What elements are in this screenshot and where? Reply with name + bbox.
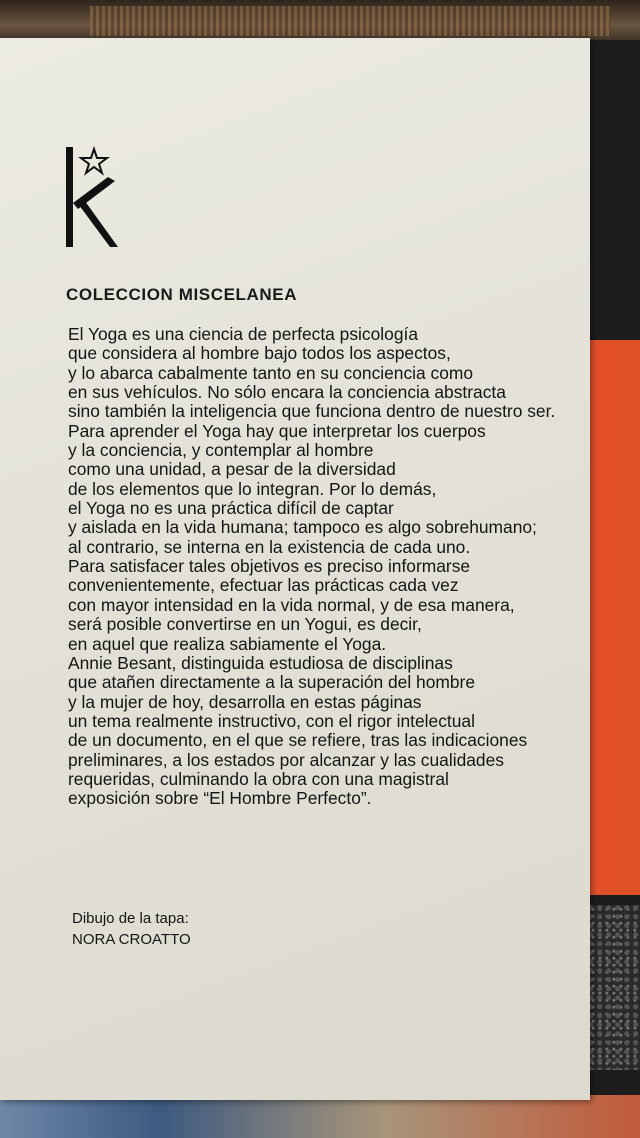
blurb-line: El Yoga es una ciencia de perfecta psicología bbox=[68, 324, 418, 344]
blurb-line: que considera al hombre bajo todos los aspectos, bbox=[68, 343, 451, 364]
blurb-line: un tema realmente instructivo, con el rigor intelectual bbox=[68, 710, 475, 731]
blurb-line: con mayor intensidad en la vida normal, y de esa manera, bbox=[68, 594, 515, 615]
blurb-line: como una unidad, a pesar de la diversidad bbox=[68, 459, 396, 480]
collection-heading: COLECCION MISCELANEA bbox=[66, 285, 298, 304]
speckled-surface bbox=[588, 905, 640, 1070]
blurb-text bbox=[68, 325, 628, 809]
blurb-line: y aislada en la vida humana; tampoco es algo sobrehumano; bbox=[68, 517, 537, 538]
blurb-line: y la mujer de hoy, desarrolla en estas páginas bbox=[68, 691, 422, 712]
blurb-line: de un documento, en el que se refiere, tras las indicaciones bbox=[68, 730, 528, 751]
blurb-line: preliminares, a los estados por alcanzar y las cualidades bbox=[68, 749, 504, 770]
blurb-line: Para aprender el Yoga hay que interpretar los cuerpos bbox=[68, 420, 486, 441]
blurb-line: requeridas, culminando la obra con una magistral bbox=[68, 768, 449, 789]
blurb-line: que atañen directamente a la superación del hombre bbox=[68, 672, 476, 693]
blurb-line: en aquel que realiza sabiamente el Yoga. bbox=[68, 633, 387, 654]
blurb-line: exposición sobre “El Hombre Perfecto”. bbox=[68, 788, 372, 809]
background-bookshelf-top bbox=[0, 0, 640, 42]
cover-credit bbox=[72, 908, 191, 950]
credit-label: Dibujo de la tapa: bbox=[72, 910, 189, 927]
credit-name: NORA CROATTO bbox=[72, 931, 191, 948]
blurb-line: el Yoga no es una práctica difícil de captar bbox=[68, 498, 394, 519]
blurb-line: en sus vehículos. No sólo encara la conciencia abstracta bbox=[68, 382, 506, 403]
background-floor-bottom bbox=[0, 1095, 640, 1138]
blurb-line: al contrario, se interna en la existencia de cada uno. bbox=[68, 536, 471, 557]
book-spine-pattern bbox=[90, 6, 610, 36]
blurb-line: será posible convertirse en un Yogui, es decir, bbox=[68, 614, 422, 635]
blurb-line: y la conciencia, y contemplar al hombre bbox=[68, 440, 374, 461]
publisher-k-star-logo-icon bbox=[64, 143, 120, 251]
blurb-line: sino también la inteligencia que funciona dentro de nuestro ser. bbox=[68, 401, 556, 422]
blurb-line: de los elementos que lo integran. Por lo demás, bbox=[68, 478, 437, 499]
blurb-line: Para satisfacer tales objetivos es preciso informarse bbox=[68, 556, 471, 577]
blurb-line: y lo abarca cabalmente tanto en su conciencia como bbox=[68, 362, 474, 383]
blurb-line: Annie Besant, distinguida estudiosa de disciplinas bbox=[68, 652, 453, 673]
blurb-line: convenientemente, efectuar las prácticas cada vez bbox=[68, 575, 459, 596]
